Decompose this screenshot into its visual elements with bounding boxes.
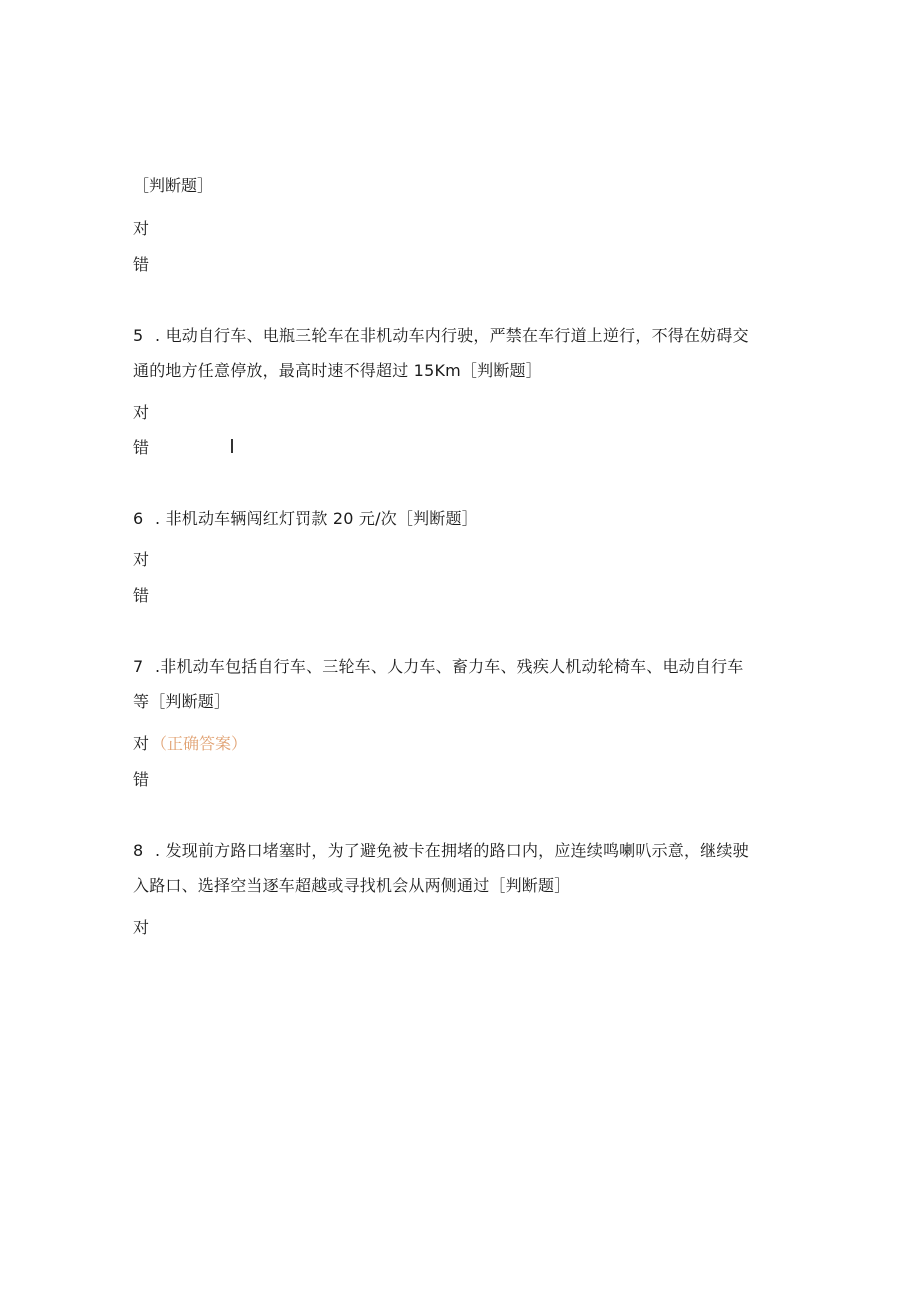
text-cursor-mark bbox=[231, 439, 233, 453]
q6-text-line1: . 非机动车辆闯红灯罚款 20 元/次［判断题］ bbox=[155, 509, 478, 528]
q4-option-false[interactable]: 错 bbox=[133, 255, 150, 274]
q7-option-false[interactable]: 错 bbox=[133, 770, 150, 789]
q6-question-line1 bbox=[133, 509, 478, 529]
q6-number: 6 bbox=[133, 509, 144, 528]
q5-text-line1: . 电动自行车、电瓶三轮车在非机动车内行驶，严禁在车行道上逆行，不得在妨碍交 bbox=[155, 326, 749, 345]
q5-number: 5 bbox=[133, 326, 144, 345]
q8-question-line1 bbox=[133, 841, 749, 861]
q8-option-true[interactable]: 对 bbox=[133, 918, 150, 937]
q5-option-true[interactable]: 对 bbox=[133, 403, 150, 422]
q5-text-line2: 通的地方任意停放，最高时速不得超过 15Km［判断题］ bbox=[133, 361, 542, 380]
q7-number: 7 bbox=[133, 657, 144, 676]
q4-option-true[interactable]: 对 bbox=[133, 219, 150, 238]
q7-text-line2: 等［判断题］ bbox=[133, 692, 231, 711]
q8-text-line1: . 发现前方路口堵塞时，为了避免被卡在拥堵的路口内，应连续鸣喇叭示意，继续驶 bbox=[155, 841, 749, 860]
q4-type-tag: ［判断题］ bbox=[133, 176, 214, 195]
q7-option-true-row[interactable] bbox=[133, 734, 247, 754]
q5-question-line1 bbox=[133, 326, 749, 346]
q7-text-line1: .非机动车包括自行车、三轮车、人力车、畜力车、残疾人机动轮椅车、电动自行车 bbox=[155, 657, 744, 676]
q6-option-false[interactable]: 错 bbox=[133, 586, 150, 605]
q8-number: 8 bbox=[133, 841, 144, 860]
q7-option-true[interactable]: 对 bbox=[133, 734, 150, 753]
q6-option-true[interactable]: 对 bbox=[133, 550, 150, 569]
q7-question-line1 bbox=[133, 657, 744, 677]
q8-text-line2: 入路口、选择空当逐车超越或寻找机会从两侧通过［判断题］ bbox=[133, 876, 571, 895]
q7-correct-answer-note: （正确答案） bbox=[151, 734, 248, 753]
q5-option-false[interactable]: 错 bbox=[133, 438, 150, 457]
